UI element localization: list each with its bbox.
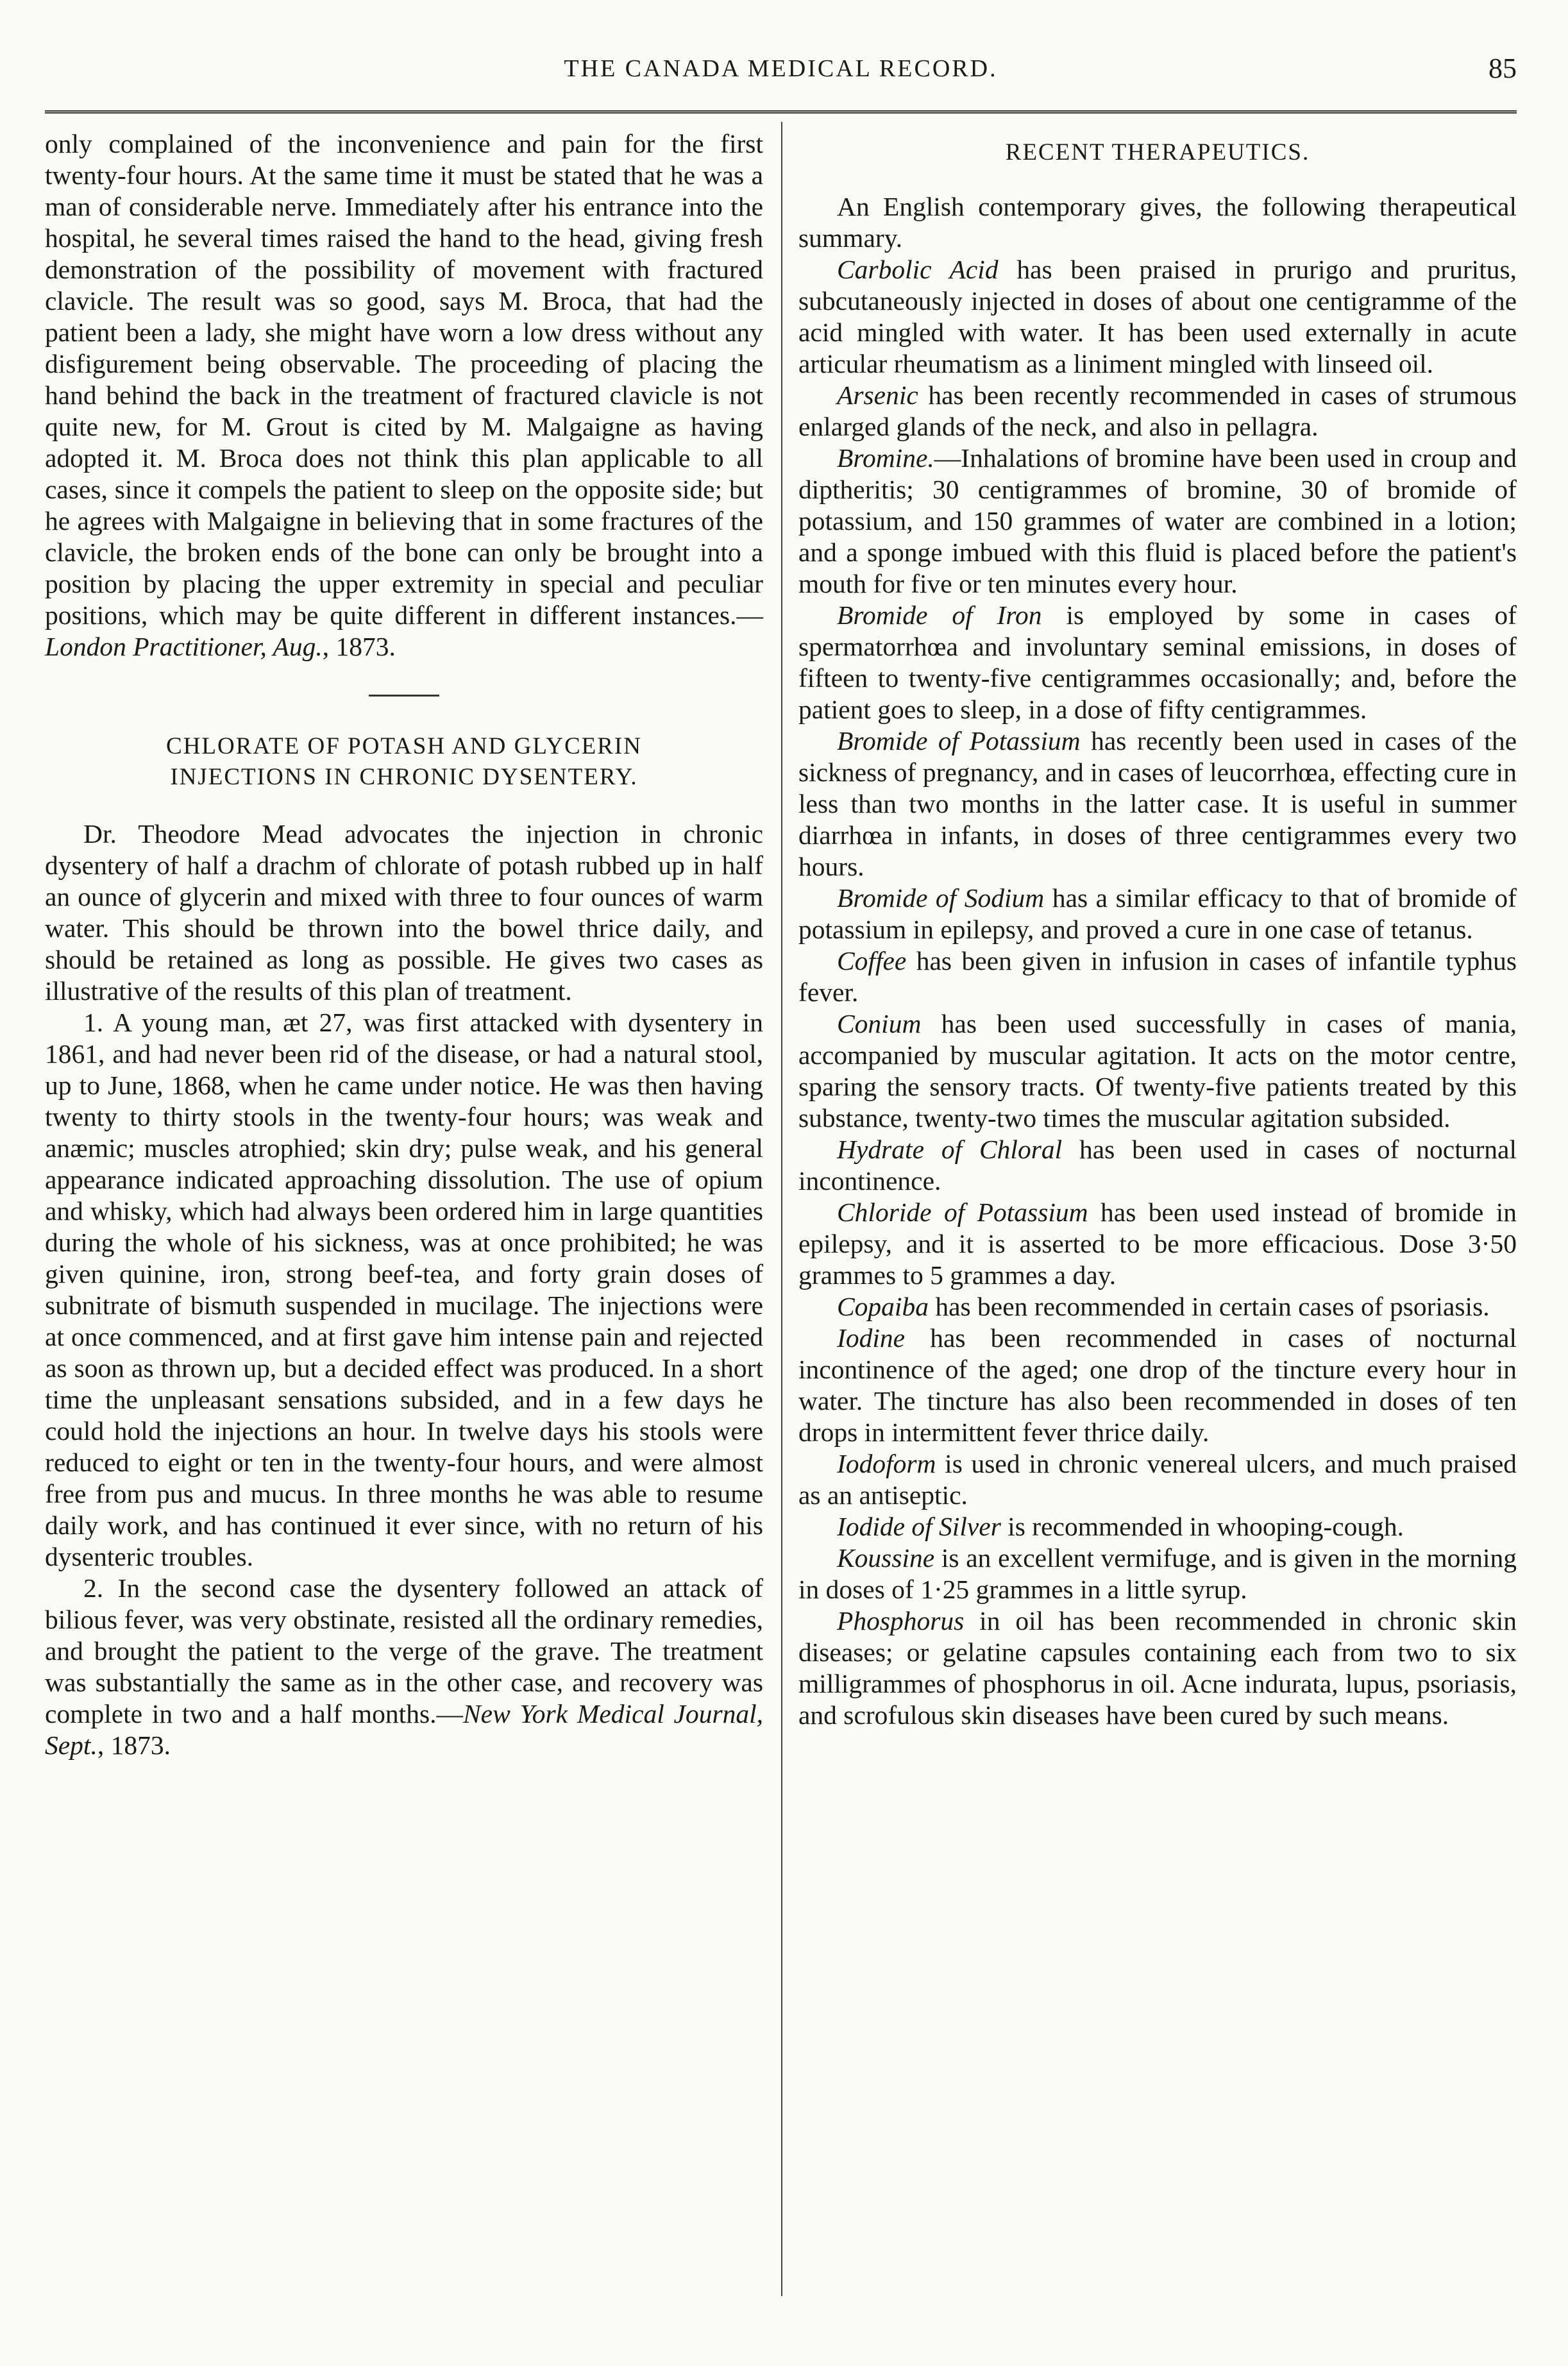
entry-carbolic-acid bbox=[798, 254, 1517, 380]
entry-term: Bromide of Potassium bbox=[837, 726, 1081, 756]
entry-term: Bromide of Iron bbox=[837, 600, 1042, 630]
right-column bbox=[798, 128, 1517, 1731]
therapeutics-intro: An English contemporary gives, the following therapeutical summary. bbox=[798, 192, 1517, 253]
entry-term: Coffee bbox=[837, 946, 907, 976]
entry-text: is employed by some in cases of spermatorrhœa and involuntary seminal emissions, in doses of fifteen to twenty-five centigrammes occasionally; and, before the patient goes to sleep, in a dose of fifty centigrammes. bbox=[798, 600, 1517, 724]
entry-text: in oil has been recommended in chronic skin diseases; or gelatine capsules containing each from two to six milligrammes of phosphorus in oil. Acne indurata, lupus, psoriasis, and scrofulous skin diseases have been cured by such means. bbox=[798, 1606, 1517, 1730]
entry-text: has been used in cases of nocturnal incontinence. bbox=[798, 1135, 1517, 1196]
citation-new-york-medical-journal: New York Medical Journal, Sept. bbox=[45, 1699, 763, 1760]
entry-text: has a similar efficacy to that of bromide of potassium in epilepsy, and proved a cure in one case of tetanus. bbox=[798, 883, 1517, 944]
entry-term: Conium bbox=[837, 1009, 922, 1038]
entry-term: Arsenic bbox=[837, 380, 918, 410]
case-two-paragraph bbox=[45, 1573, 763, 1761]
entry-text: has been recommended in certain cases of psoriasis. bbox=[928, 1292, 1490, 1321]
running-title: THE CANADA MEDICAL RECORD. bbox=[564, 55, 998, 82]
entry-term: Copaiba bbox=[837, 1292, 929, 1321]
entry-text: has been recommended in cases of nocturnal incontinence of the aged; one drop of the tincture every hour in water. The tincture has also been recommended in doses of ten drops in intermittent fever thrice daily. bbox=[798, 1323, 1517, 1447]
entry-iodide-of-silver bbox=[798, 1511, 1517, 1542]
entry-text: has been used instead of bromide in epilepsy, and it is asserted to be more efficacious. Dose 3·50 grammes to 5 grammes a day. bbox=[798, 1197, 1517, 1290]
case-one-paragraph: 1. A young man, æt 27, was first attacked with dysentery in 1861, and had never been rid of the disease, or had a natural stool, up to June, 1868, when he came under notice. He was then having twenty to thirty stools in the twenty-four hours; was weak and anæmic; muscles atrophied; skin dry; pulse weak, and his general appearance indicated approaching dissolution. The use of opium and whisky, which had always been ordered him in large quantities during the whole of his sickness, was at once prohibited; he was given quinine, iron, strong beef-tea, and forty grain doses of subnitrate of bismuth suspended in mucilage. The injections were at once commenced, and at first gave him intense pain and rejected as soon as thrown up, but a decided effect was produced. In a short time the unpleasant sensations subsided, and in a few days he could hold the injections an hour. In twelve days his stools were reduced to eight or ten in the twenty-four hours, and were almost free from pus and mucus. In three months he was able to resume daily work, and has continued it ever since, with no return of his dysenteric troubles. bbox=[45, 1008, 763, 1571]
entry-text: —Inhalations of bromine have been used in croup and diptheritis; 30 centigrammes of bromine, 30 of bromide of potassium, and 150 grammes of water are combined in a lotion; and a sponge imbued with this fluid is placed before the patient's mouth for five or ten minutes every hour. bbox=[798, 443, 1517, 598]
case-two-text: 2. In the second case the dysentery followed an attack of bilious fever, was very obstinate, resisted all the ordinary remedies, and brought the patient to the verge of the grave. The treatment was substantially the same as in the other case, and recovery was complete in two and a half months.— bbox=[45, 1573, 763, 1728]
entry-text: has been recently recommended in cases of strumous enlarged glands of the neck, and also in pellagra. bbox=[798, 380, 1517, 441]
entry-bromide-of-sodium bbox=[798, 883, 1517, 945]
entry-iodoform bbox=[798, 1448, 1517, 1511]
entry-term: Bromine. bbox=[837, 443, 934, 473]
entry-conium bbox=[798, 1008, 1517, 1134]
left-column bbox=[45, 128, 763, 1761]
entry-hydrate-of-chloral bbox=[798, 1134, 1517, 1197]
entry-bromine bbox=[798, 443, 1517, 600]
article-paragraph: Dr. Theodore Mead advocates the injection in chronic dysentery of half a drachm of chlorate of potash rubbed up in half an ounce of glycerin and mixed with three to four ounces of warm water. This should be thrown into the bowel thrice daily, and should be retained as long as possible. He gives two cases as illustrative of the results of this plan of treatment. bbox=[45, 819, 763, 1006]
entry-copaiba bbox=[798, 1291, 1517, 1322]
entry-text: has been praised in prurigo and pruritus, subcutaneously injected in doses of about one centigramme of the acid mingled with water. It has been used externally in acute articular rheumatism as a liniment mingled with linseed oil. bbox=[798, 255, 1517, 378]
entry-bromide-of-iron bbox=[798, 600, 1517, 725]
entry-bromide-of-potassium bbox=[798, 725, 1517, 883]
page-header bbox=[45, 55, 1517, 99]
continued-paragraph bbox=[45, 128, 763, 663]
entry-text: is recommended in whooping-cough. bbox=[1000, 1512, 1404, 1541]
entry-text: has recently been used in cases of the sickness of pregnancy, and in cases of leucorrhœa, effecting cure in less than two months in the latter case. It is useful in summer diarrhœa in infants, in doses of three centigrammes every two hours. bbox=[798, 726, 1517, 881]
continued-paragraph-text: only complained of the inconvenience and pain for the first twenty-four hours. At the same time it must be stated that he was a man of considerable nerve. Immediately after his entrance into the hospital, he several times raised the hand to the head, giving fresh demonstration of the possibility of movement with fractured clavicle. The result was so good, says M. Broca, that had the patient been a lady, she might have worn a low dress without any disfigurement being observable. The proceeding of placing the hand behind the back in the treatment of fractured clavicle is not quite new, for M. Grout is cited by M. Malgaigne as having adopted it. M. Broca does not think this plan applicable to all cases, since it compels the patient to sleep on the opposite side; but he agrees with Malgaigne in believing that in some fractures of the clavicle, the broken ends of the bone can only be brought into a position by placing the upper extremity in special and peculiar positions, which may be quite different in different instances.— bbox=[45, 129, 763, 630]
citation-year: , 1873. bbox=[97, 1730, 171, 1760]
entry-term: Bromide of Sodium bbox=[837, 883, 1045, 913]
entry-koussine bbox=[798, 1542, 1517, 1605]
section-heading-recent-therapeutics: RECENT THERAPEUTICS. bbox=[1005, 139, 1310, 165]
entry-chloride-of-potassium bbox=[798, 1197, 1517, 1291]
entry-term: Iodine bbox=[837, 1323, 906, 1353]
entry-term: Chloride of Potassium bbox=[837, 1197, 1088, 1227]
entry-term: Iodide of Silver bbox=[837, 1512, 1001, 1541]
column-divider bbox=[781, 122, 782, 2296]
entry-term: Koussine bbox=[837, 1543, 935, 1573]
entry-term: Carbolic Acid bbox=[837, 255, 999, 284]
entry-text: is used in chronic venereal ulcers, and much praised as an antiseptic. bbox=[798, 1449, 1517, 1510]
entry-iodine bbox=[798, 1322, 1517, 1448]
entry-text: has been used successfully in cases of mania, accompanied by muscular agitation. It acts on the motor centre, sparing the sensory tracts. Of twenty-five patients treated by this substance, twenty-two times the muscular agitation subsided. bbox=[798, 1009, 1517, 1133]
section-divider bbox=[369, 695, 439, 697]
entry-text: is an excellent vermifuge, and is given in the morning in doses of 1·25 grammes in a little syrup. bbox=[798, 1543, 1517, 1604]
header-rule bbox=[45, 110, 1517, 114]
entry-coffee bbox=[798, 945, 1517, 1008]
entry-term: Iodoform bbox=[837, 1449, 936, 1478]
entry-phosphorus bbox=[798, 1605, 1517, 1731]
section-heading-chlorate: CHLORATE OF POTASH AND GLYCERIN INJECTIONS IN CHRONIC DYSENTERY. bbox=[166, 733, 642, 790]
entry-text: has been given in infusion in cases of infantile typhus fever. bbox=[798, 946, 1517, 1007]
citation-london-practitioner: London Practitioner, Aug. bbox=[45, 632, 323, 661]
entry-arsenic bbox=[798, 380, 1517, 443]
entry-term: Phosphorus bbox=[837, 1606, 965, 1635]
citation-year: , 1873. bbox=[322, 632, 396, 661]
page-number: 85 bbox=[1488, 53, 1517, 84]
therapeutics-entries bbox=[798, 254, 1517, 1731]
entry-term: Hydrate of Chloral bbox=[837, 1135, 1063, 1164]
